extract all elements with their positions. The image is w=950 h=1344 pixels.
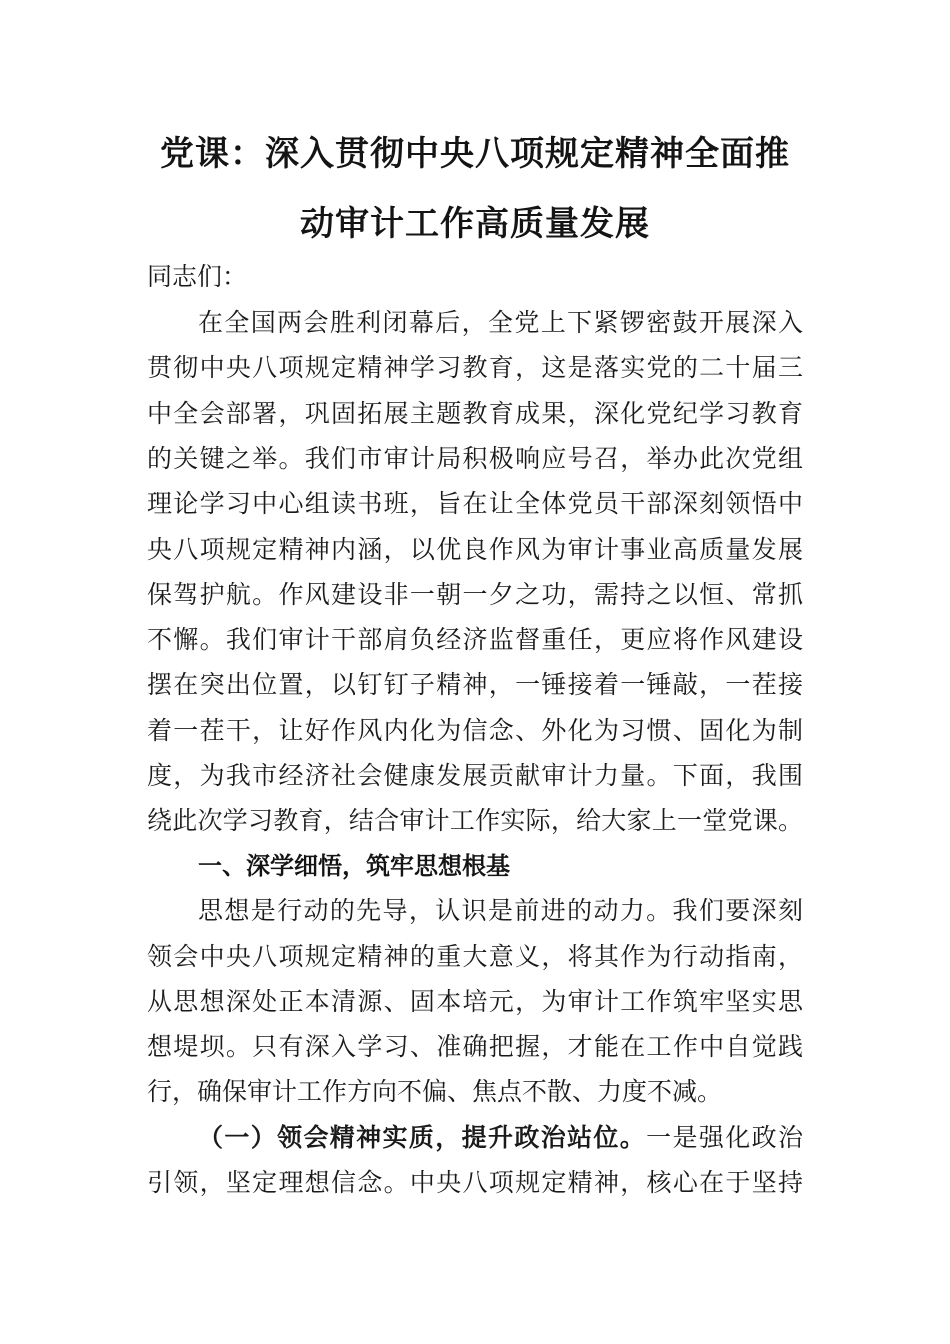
section-line: 领会中央八项规定精神的重大意义，将其作为行动指南， (147, 942, 803, 971)
section-line: 思想是行动的先导，认识是前进的动力。我们要深刻 (198, 896, 803, 925)
intro-line: 不懈。我们审计干部肩负经济监督重任，更应将作风建设 (147, 625, 803, 654)
intro-line: 度，为我市经济社会健康发展贡献审计力量。下面，我围 (147, 761, 803, 790)
document-title-line-1: 党课：深入贯彻中央八项规定精神全面推 (160, 134, 790, 174)
subsection-text: 一是强化政治 (646, 1123, 803, 1152)
intro-line: 中全会部署，巩固拓展主题教育成果，深化党纪学习教育 (147, 399, 803, 428)
intro-line: 理论学习中心组读书班，旨在让全体党员干部深刻领悟中 (147, 489, 803, 518)
intro-line: 着一茬干，让好作风内化为信念、外化为习惯、固化为制 (147, 716, 803, 745)
intro-line: 央八项规定精神内涵，以优良作风为审计事业高质量发展 (147, 535, 803, 564)
intro-line: 的关键之举。我们市审计局积极响应号召，举办此次党组 (147, 444, 803, 473)
section-line: 想堤坝。只有深入学习、准确把握，才能在工作中自觉践 (147, 1032, 803, 1061)
salutation: 同志们： (147, 262, 248, 291)
intro-line: 贯彻中央八项规定精神学习教育，这是落实党的二十届三 (147, 353, 803, 382)
intro-line: 摆在突出位置，以钉钉子精神，一锤接着一锤敲，一茬接 (147, 670, 803, 699)
subsection-first-line (198, 1123, 803, 1153)
intro-line: 在全国两会胜利闭幕后，全党上下紧锣密鼓开展深入 (198, 308, 803, 337)
subsection-heading: （一）领会精神实质，提升政治站位。 (198, 1123, 647, 1152)
intro-line: 绕此次学习教育，结合审计工作实际，给大家上一堂党课。 (147, 806, 803, 835)
document-title-line-2: 动审计工作高质量发展 (300, 204, 650, 244)
section-line: 行，确保审计工作方向不偏、焦点不散、力度不减。 (147, 1077, 723, 1106)
intro-line: 保驾护航。作风建设非一朝一夕之功，需持之以恒、常抓 (147, 580, 803, 609)
section-line: 从思想深处正本清源、固本培元，为审计工作筑牢坚实思 (147, 987, 803, 1016)
section-heading: 一、深学细悟，筑牢思想根基 (198, 852, 510, 880)
subsection-line: 引领，坚定理想信念。中央八项规定精神，核心在于坚持 (147, 1168, 803, 1197)
